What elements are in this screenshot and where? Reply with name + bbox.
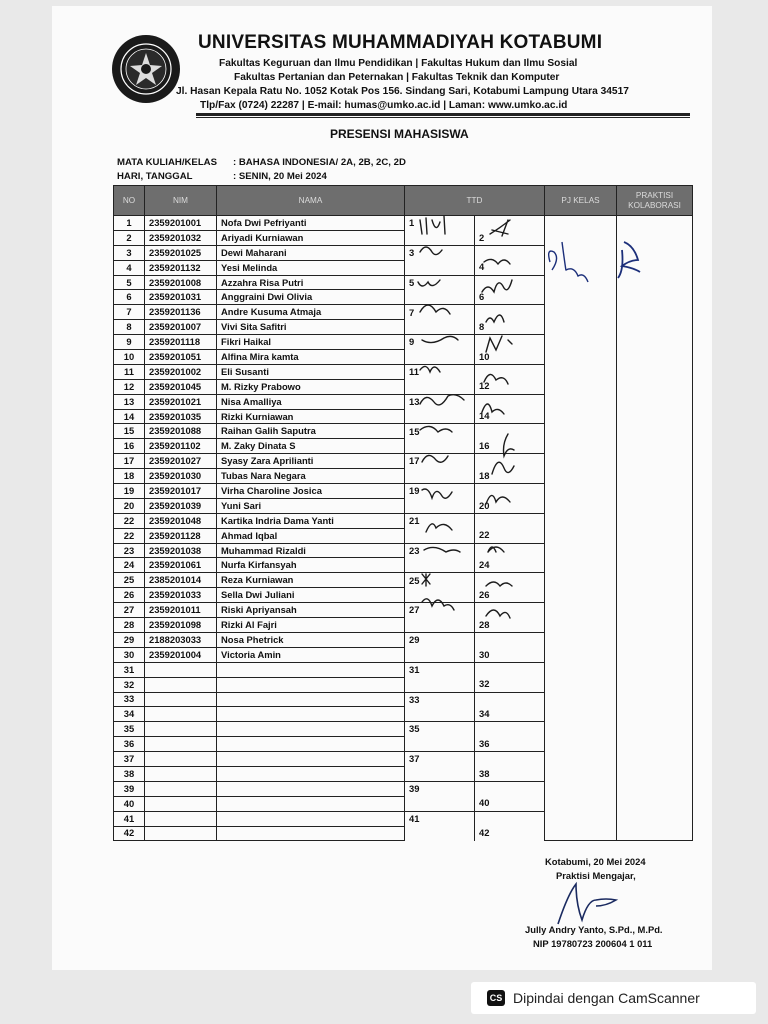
signature-number: 36 (479, 737, 490, 749)
row-no: 37 (114, 752, 145, 767)
contact-line: Tlp/Fax (0724) 22287 | E-mail: humas@umko.ac.id | Laman: www.umko.ac.id (200, 100, 568, 111)
row-nim: 2359201051 (145, 350, 217, 365)
row-no: 4 (114, 260, 145, 275)
row-nim (145, 811, 217, 826)
row-name: Nisa Amalliya (217, 394, 405, 409)
row-name (217, 826, 405, 841)
signature-cell-right (475, 737, 545, 752)
signature-cell-right (475, 677, 545, 692)
handwritten-signatures (412, 212, 712, 632)
signature-cell-right (475, 781, 545, 796)
signature-number: 20 (479, 499, 490, 511)
row-no: 9 (114, 335, 145, 350)
row-name: Raihan Galih Saputra (217, 424, 405, 439)
row-name: Syasy Zara Aprilianti (217, 454, 405, 469)
row-name: Reza Kurniawan (217, 573, 405, 588)
row-nim: 2359201002 (145, 364, 217, 379)
row-name: Azzahra Risa Putri (217, 275, 405, 290)
row-name: Yuni Sari (217, 498, 405, 513)
row-nim: 2359201098 (145, 618, 217, 633)
row-no: 29 (114, 632, 145, 647)
camscanner-icon: CS (487, 990, 505, 1006)
row-no: 10 (114, 350, 145, 365)
row-name: Dewi Maharani (217, 245, 405, 260)
row-no: 22 (114, 513, 145, 528)
signature-number: 39 (409, 783, 420, 795)
row-no: 27 (114, 603, 145, 618)
row-nim: 2359201027 (145, 454, 217, 469)
row-name: Anggraini Dwi Olivia (217, 290, 405, 305)
faculty-line-2: Fakultas Pertanian dan Peternakan | Fakultas Teknik dan Komputer (234, 72, 560, 83)
signature-number: 38 (479, 767, 490, 779)
row-nim: 2385201014 (145, 573, 217, 588)
date-value: : SENIN, 20 Mei 2024 (233, 171, 327, 182)
signature-number: 29 (409, 634, 420, 646)
university-name: UNIVERSITAS MUHAMMADIYAH KOTABUMI (198, 32, 603, 53)
signature-cell-right (475, 796, 545, 811)
row-no: 14 (114, 409, 145, 424)
address-line: Jl. Hasan Kepala Ratu No. 1052 Kotak Pos 156. Sindang Sari, Kotabumi Lampung Utara 34517 (176, 86, 629, 97)
signature-cell-left (405, 632, 475, 647)
row-no: 23 (114, 543, 145, 558)
row-nim (145, 752, 217, 767)
row-no: 6 (114, 290, 145, 305)
signature-number: 8 (479, 320, 485, 332)
row-no: 8 (114, 320, 145, 335)
row-name (217, 811, 405, 826)
signature-cell-right (475, 752, 545, 767)
col-ttd: TTD (405, 186, 545, 216)
row-nim: 2359201031 (145, 290, 217, 305)
col-praktisi: PRAKTISI KOLABORASI (617, 186, 693, 216)
university-seal-icon (110, 33, 182, 105)
row-no: 18 (114, 469, 145, 484)
signature-number: 42 (479, 827, 490, 839)
row-no: 1 (114, 216, 145, 231)
row-name (217, 677, 405, 692)
row-name (217, 722, 405, 737)
signature-number: 4 (479, 261, 485, 273)
row-no: 30 (114, 647, 145, 662)
signature-number: 9 (409, 336, 415, 348)
signature-number: 5 (409, 276, 415, 288)
row-no: 19 (114, 484, 145, 499)
row-nim: 2359201032 (145, 230, 217, 245)
row-name: Yesi Melinda (217, 260, 405, 275)
signature-name: Jully Andry Yanto, S.Pd., M.Pd. (525, 924, 663, 935)
signature-number: 34 (479, 708, 490, 720)
row-name: Fikri Haikal (217, 335, 405, 350)
signature-number: 31 (409, 663, 420, 675)
row-nim (145, 781, 217, 796)
signature-number: 41 (409, 812, 420, 824)
row-nim (145, 677, 217, 692)
signature-cell-left (405, 662, 475, 677)
row-name (217, 752, 405, 767)
row-name: Rizki Kurniawan (217, 409, 405, 424)
row-nim: 2359201021 (145, 394, 217, 409)
signature-number: 35 (409, 723, 420, 735)
row-nim: 2359201033 (145, 588, 217, 603)
row-name: Alfina Mira kamta (217, 350, 405, 365)
row-nim: 2359201132 (145, 260, 217, 275)
signature-cell-right (475, 707, 545, 722)
row-nim (145, 737, 217, 752)
row-no: 40 (114, 796, 145, 811)
row-no: 2 (114, 230, 145, 245)
row-name: Ariyadi Kurniawan (217, 230, 405, 245)
row-nim: 2359201118 (145, 335, 217, 350)
row-name (217, 781, 405, 796)
row-no: 11 (114, 364, 145, 379)
row-nim: 2359201008 (145, 275, 217, 290)
date-label: HARI, TANGGAL (117, 171, 193, 182)
signature-cell-left (405, 766, 475, 781)
signature-number: 21 (409, 515, 420, 526)
col-nim: NIM (145, 186, 217, 216)
row-nim: 2359201007 (145, 320, 217, 335)
row-no: 32 (114, 677, 145, 692)
row-no: 35 (114, 722, 145, 737)
signature-number: 22 (479, 529, 490, 541)
row-name: Victoria Amin (217, 647, 405, 662)
course-value: : BAHASA INDONESIA/ 2A, 2B, 2C, 2D (233, 157, 406, 168)
signature-nip: NIP 19780723 200604 1 011 (533, 938, 653, 949)
row-nim: 2359201030 (145, 469, 217, 484)
row-no: 13 (114, 394, 145, 409)
row-name (217, 796, 405, 811)
row-name: Andre Kusuma Atmaja (217, 305, 405, 320)
signature-cell-left (405, 707, 475, 722)
row-nim (145, 662, 217, 677)
signature-cell-left (405, 737, 475, 752)
row-no: 3 (114, 245, 145, 260)
row-name: Nosa Phetrick (217, 632, 405, 647)
row-no: 36 (114, 737, 145, 752)
signature-cell-left (405, 647, 475, 662)
col-no: NO (114, 186, 145, 216)
row-nim (145, 692, 217, 707)
row-name (217, 662, 405, 677)
row-name: Rizki Al Fajri (217, 618, 405, 633)
row-nim (145, 766, 217, 781)
row-no: 34 (114, 707, 145, 722)
row-nim: 2359201017 (145, 484, 217, 499)
row-nim: 2359201039 (145, 498, 217, 513)
row-no: 38 (114, 766, 145, 781)
signature-number: 33 (409, 693, 420, 705)
signature-number: 23 (409, 544, 420, 556)
row-name: Kartika Indria Dama Yanti (217, 513, 405, 528)
signature-number: 19 (409, 485, 420, 497)
signature-number: 24 (479, 559, 490, 571)
row-nim (145, 796, 217, 811)
signature-cell-left (405, 781, 475, 796)
row-nim (145, 826, 217, 841)
row-name: Riski Apriyansah (217, 603, 405, 618)
signature-cell-right (475, 662, 545, 677)
signature-number: 16 (479, 440, 490, 452)
signature-place-date: Kotabumi, 20 Mei 2024 (545, 856, 646, 867)
row-no: 22 (114, 528, 145, 543)
signature-cell-right (475, 722, 545, 737)
row-nim: 2359201045 (145, 379, 217, 394)
signature-cell-right (475, 632, 545, 647)
row-no: 24 (114, 558, 145, 573)
row-nim: 2359201035 (145, 409, 217, 424)
row-name: Sella Dwi Juliani (217, 588, 405, 603)
row-name: Muhammad Rizaldi (217, 543, 405, 558)
row-nim: 2359201128 (145, 528, 217, 543)
signature-number: 12 (479, 380, 490, 392)
signature-cell-left (405, 722, 475, 737)
header-divider-thin (196, 117, 690, 118)
signature-cell-right (475, 647, 545, 662)
row-no: 26 (114, 588, 145, 603)
page-title: PRESENSI MAHASISWA (330, 127, 469, 141)
col-pj-kelas: PJ KELAS (545, 186, 617, 216)
row-nim: 2359201102 (145, 439, 217, 454)
row-no: 25 (114, 573, 145, 588)
col-nama: NAMA (217, 186, 405, 216)
signature-number: 1 (409, 217, 415, 229)
signature-number: 15 (409, 425, 420, 437)
row-nim (145, 722, 217, 737)
row-name (217, 766, 405, 781)
row-name: Tubas Nara Negara (217, 469, 405, 484)
row-name (217, 737, 405, 752)
signature-cell-left (405, 677, 475, 692)
signature-number: 17 (409, 455, 420, 467)
lecturer-signature (548, 880, 628, 930)
signature-number: 37 (409, 753, 420, 765)
signature-number: 11 (409, 366, 419, 378)
row-nim: 2359201011 (145, 603, 217, 618)
row-no: 5 (114, 275, 145, 290)
table-header-row (114, 186, 693, 216)
signature-number: 30 (479, 648, 490, 660)
row-nim: 2359201001 (145, 216, 217, 231)
row-no: 39 (114, 781, 145, 796)
row-no: 16 (114, 439, 145, 454)
signature-cell-left (405, 692, 475, 707)
signature-cell-left (405, 752, 475, 767)
signature-number: 25 (409, 574, 420, 586)
row-no: 28 (114, 618, 145, 633)
row-nim: 2359201136 (145, 305, 217, 320)
row-name: Nurfa Kirfansyah (217, 558, 405, 573)
row-name: Nofa Dwi Pefriyanti (217, 216, 405, 231)
signature-number: 40 (479, 797, 490, 809)
signature-cell-left (405, 796, 475, 811)
row-nim: 2359201025 (145, 245, 217, 260)
course-label: MATA KULIAH/KELAS (117, 157, 218, 168)
row-no: 17 (114, 454, 145, 469)
row-name (217, 692, 405, 707)
row-nim: 2359201088 (145, 424, 217, 439)
signature-cell-right (475, 692, 545, 707)
row-nim: 2359201048 (145, 513, 217, 528)
signature-number: 26 (479, 588, 490, 600)
row-name: Eli Susanti (217, 364, 405, 379)
row-nim: 2359201004 (145, 647, 217, 662)
row-nim: 2188203033 (145, 632, 217, 647)
row-no: 31 (114, 662, 145, 677)
row-no: 15 (114, 424, 145, 439)
row-name: M. Zaky Dinata S (217, 439, 405, 454)
header-divider (196, 113, 690, 116)
row-no: 33 (114, 692, 145, 707)
faculty-line-1: Fakultas Keguruan dan Ilmu Pendidikan | Fakultas Hukum dan Ilmu Sosial (219, 58, 578, 69)
signature-cell-left (405, 826, 475, 841)
signature-number: 13 (409, 395, 420, 407)
camscanner-text: Dipindai dengan CamScanner (513, 990, 700, 1006)
signature-cell-right (475, 811, 545, 826)
signature-cell-right (475, 826, 545, 841)
signature-role: Praktisi Mengajar, (556, 870, 636, 881)
row-no: 12 (114, 379, 145, 394)
row-name: M. Rizky Prabowo (217, 379, 405, 394)
signature-number: 10 (479, 350, 490, 362)
row-name (217, 707, 405, 722)
row-name: Ahmad Iqbal (217, 528, 405, 543)
row-no: 7 (114, 305, 145, 320)
signature-number: 2 (479, 231, 485, 243)
row-nim: 2359201061 (145, 558, 217, 573)
signature-number: 18 (479, 469, 490, 481)
row-name: Virha Charoline Josica (217, 484, 405, 499)
row-nim: 2359201038 (145, 543, 217, 558)
signature-number: 32 (479, 678, 490, 690)
signature-number: 6 (479, 291, 485, 303)
row-no: 42 (114, 826, 145, 841)
signature-cell-left (405, 811, 475, 826)
row-no: 41 (114, 811, 145, 826)
signature-number: 7 (409, 306, 415, 318)
row-name: Vivi Sita Safitri (217, 320, 405, 335)
signature-number: 27 (409, 604, 420, 616)
signature-number: 3 (409, 246, 415, 258)
signature-cell-right (475, 766, 545, 781)
row-nim (145, 707, 217, 722)
signature-number: 28 (479, 618, 490, 630)
camscanner-watermark (471, 982, 756, 1014)
signature-number: 14 (479, 410, 490, 422)
row-no: 20 (114, 498, 145, 513)
